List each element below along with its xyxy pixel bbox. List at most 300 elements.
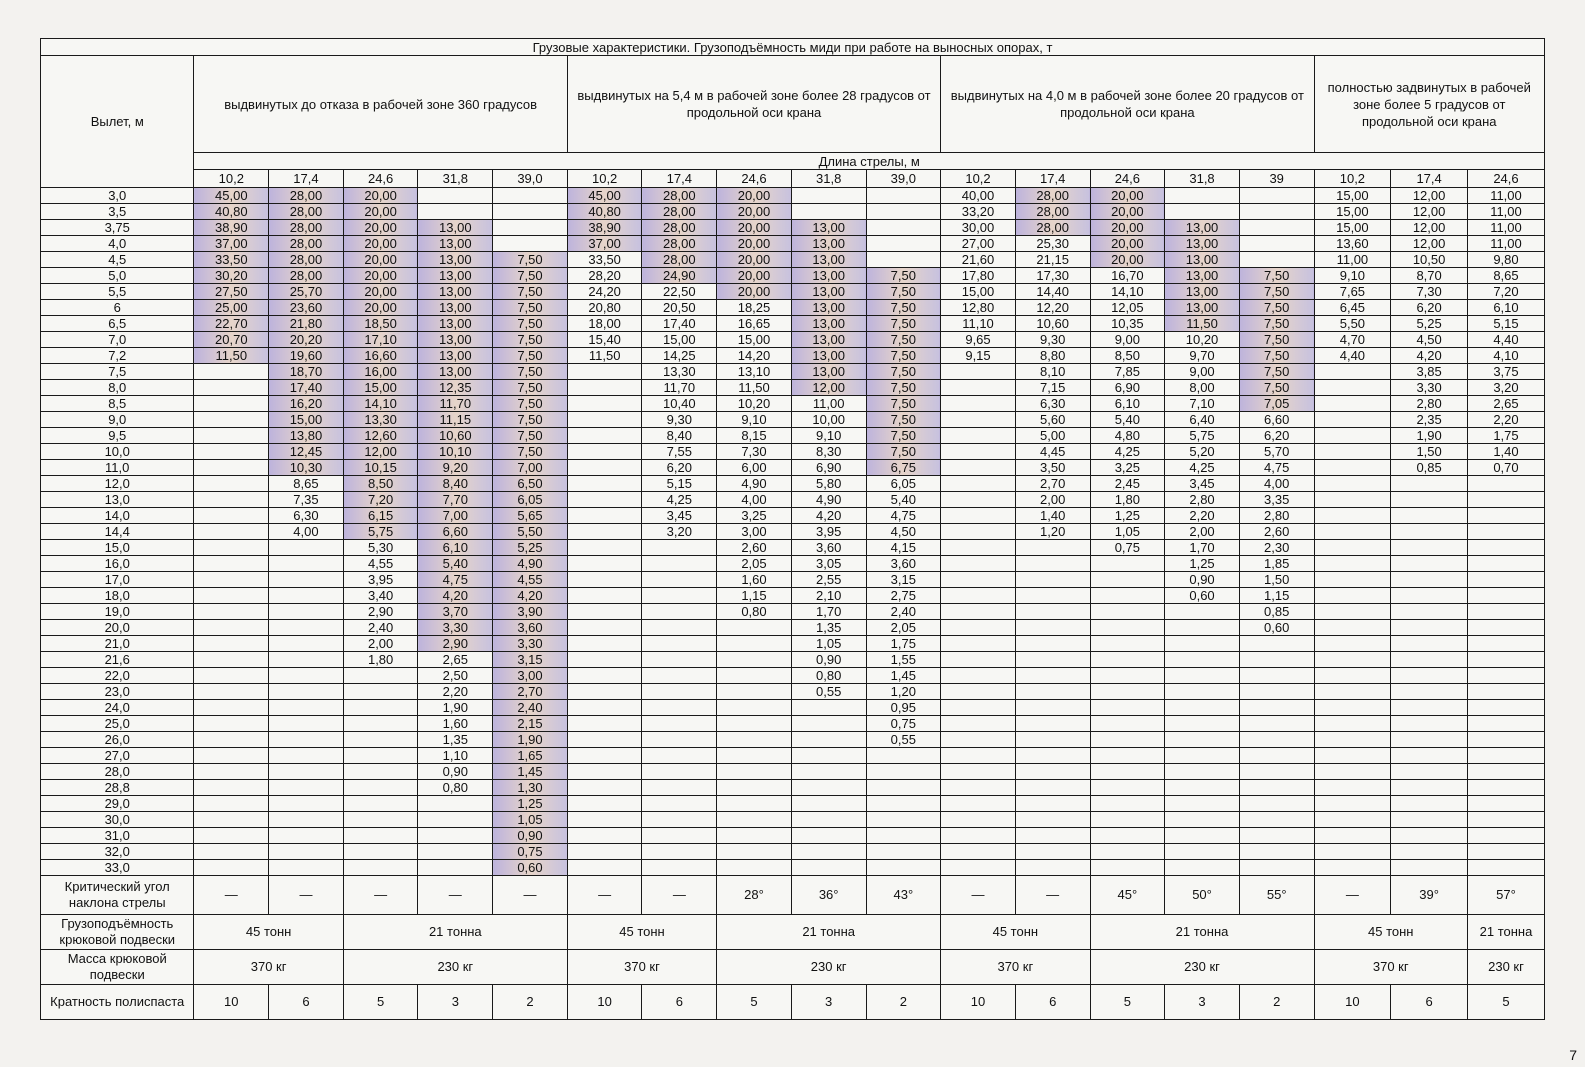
hook-capacity-cell: 21 тонна — [1467, 915, 1544, 950]
capacity-cell — [1015, 860, 1090, 876]
capacity-cell — [866, 204, 941, 220]
boom-length-cell: 39,0 — [493, 170, 568, 188]
capacity-cell: 3,70 — [418, 604, 493, 620]
capacity-cell — [1314, 524, 1391, 540]
table-row — [41, 732, 1545, 748]
capacity-cell: 3,60 — [866, 556, 941, 572]
capacity-cell — [1090, 636, 1165, 652]
capacity-cell: 10,20 — [717, 396, 792, 412]
capacity-cell: 15,00 — [1314, 204, 1391, 220]
capacity-cell — [642, 764, 717, 780]
capacity-cell — [1015, 844, 1090, 860]
critical-angle-cell: — — [194, 876, 269, 915]
capacity-cell: 28,00 — [1015, 220, 1090, 236]
capacity-cell: 13,00 — [1165, 236, 1240, 252]
table-row — [41, 300, 1545, 316]
capacity-cell: 11,00 — [1314, 252, 1391, 268]
capacity-cell: 7,50 — [1239, 284, 1314, 300]
capacity-cell: 7,50 — [1239, 268, 1314, 284]
capacity-cell — [1015, 540, 1090, 556]
capacity-cell: 8,15 — [717, 428, 792, 444]
capacity-cell — [1314, 508, 1391, 524]
capacity-cell — [941, 716, 1016, 732]
capacity-cell — [642, 572, 717, 588]
capacity-cell — [1090, 732, 1165, 748]
reach-cell: 3,75 — [41, 220, 194, 236]
capacity-cell — [194, 732, 269, 748]
capacity-cell: 4,20 — [418, 588, 493, 604]
capacity-cell — [791, 796, 866, 812]
capacity-cell: 28,00 — [269, 252, 344, 268]
capacity-cell — [941, 620, 1016, 636]
capacity-cell: 9,65 — [941, 332, 1016, 348]
capacity-cell: 28,00 — [269, 204, 344, 220]
capacity-cell: 7,50 — [866, 396, 941, 412]
capacity-cell — [567, 524, 642, 540]
capacity-cell: 1,75 — [1467, 428, 1544, 444]
capacity-cell — [717, 796, 792, 812]
reach-cell: 6 — [41, 300, 194, 316]
hook-capacity-label: Грузоподъёмность крюковой подвески — [41, 915, 194, 950]
capacity-cell: 10,35 — [1090, 316, 1165, 332]
capacity-cell: 5,00 — [1015, 428, 1090, 444]
capacity-cell: 17,40 — [642, 316, 717, 332]
capacity-cell — [194, 668, 269, 684]
reach-cell: 31,0 — [41, 828, 194, 844]
capacity-cell — [1391, 540, 1468, 556]
table-row — [41, 716, 1545, 732]
capacity-cell: 6,90 — [791, 460, 866, 476]
capacity-cell — [194, 572, 269, 588]
capacity-cell — [567, 860, 642, 876]
capacity-cell: 20,00 — [717, 204, 792, 220]
table-row — [41, 476, 1545, 492]
capacity-cell — [791, 860, 866, 876]
capacity-cell: 1,65 — [493, 748, 568, 764]
capacity-cell — [567, 460, 642, 476]
capacity-cell: 5,15 — [642, 476, 717, 492]
capacity-cell: 33,20 — [941, 204, 1016, 220]
capacity-cell — [567, 620, 642, 636]
capacity-cell: 17,30 — [1015, 268, 1090, 284]
capacity-cell — [269, 716, 344, 732]
capacity-cell — [1467, 492, 1544, 508]
capacity-cell — [1015, 620, 1090, 636]
group-header-retracted: полностью задвинутых в рабочей зоне более 5 градусов от продольной оси крана — [1314, 56, 1544, 153]
hook-mass-row — [41, 950, 1545, 985]
capacity-cell — [1015, 748, 1090, 764]
critical-angle-cell: 45° — [1090, 876, 1165, 915]
capacity-cell: 7,50 — [493, 316, 568, 332]
capacity-cell: 7,50 — [493, 268, 568, 284]
capacity-cell — [194, 604, 269, 620]
capacity-cell: 3,50 — [1015, 460, 1090, 476]
hook-mass-cell: 370 кг — [941, 950, 1090, 985]
table-row — [41, 780, 1545, 796]
capacity-cell: 13,00 — [1165, 252, 1240, 268]
capacity-cell: 8,50 — [343, 476, 418, 492]
capacity-cell: 10,30 — [269, 460, 344, 476]
reeving-ratio-cell: 5 — [1090, 985, 1165, 1020]
capacity-cell: 4,50 — [866, 524, 941, 540]
capacity-cell — [194, 652, 269, 668]
capacity-cell — [642, 844, 717, 860]
capacity-cell: 16,00 — [343, 364, 418, 380]
capacity-cell — [717, 732, 792, 748]
critical-angle-cell: — — [269, 876, 344, 915]
capacity-cell: 13,30 — [642, 364, 717, 380]
capacity-cell — [941, 588, 1016, 604]
capacity-cell: 9,10 — [717, 412, 792, 428]
capacity-cell — [1239, 716, 1314, 732]
capacity-cell — [343, 684, 418, 700]
capacity-cell — [1015, 668, 1090, 684]
capacity-cell — [642, 780, 717, 796]
capacity-cell: 10,10 — [418, 444, 493, 460]
capacity-cell: 12,00 — [791, 380, 866, 396]
capacity-cell — [941, 412, 1016, 428]
capacity-cell — [567, 396, 642, 412]
capacity-cell: 7,65 — [1314, 284, 1391, 300]
capacity-cell — [1314, 828, 1391, 844]
capacity-cell — [941, 572, 1016, 588]
capacity-cell — [791, 748, 866, 764]
capacity-cell — [269, 860, 344, 876]
capacity-cell: 20,20 — [269, 332, 344, 348]
capacity-cell — [567, 540, 642, 556]
capacity-cell — [1090, 620, 1165, 636]
reach-cell: 23,0 — [41, 684, 194, 700]
capacity-cell — [717, 684, 792, 700]
hook-capacity-cell: 45 тонн — [941, 915, 1090, 950]
capacity-cell — [269, 620, 344, 636]
capacity-cell — [567, 668, 642, 684]
critical-angle-cell: — — [418, 876, 493, 915]
capacity-cell — [1314, 396, 1391, 412]
capacity-cell: 12,80 — [941, 300, 1016, 316]
capacity-cell: 7,50 — [866, 300, 941, 316]
capacity-cell: 3,75 — [1467, 364, 1544, 380]
boom-length-cell: 10,2 — [1314, 170, 1391, 188]
capacity-cell — [1391, 732, 1468, 748]
capacity-cell — [1090, 572, 1165, 588]
capacity-cell: 7,50 — [493, 428, 568, 444]
capacity-cell: 11,00 — [1467, 220, 1544, 236]
capacity-cell: 4,55 — [493, 572, 568, 588]
capacity-cell — [567, 572, 642, 588]
capacity-cell: 2,35 — [1391, 412, 1468, 428]
capacity-cell — [1467, 684, 1544, 700]
capacity-cell: 3,95 — [343, 572, 418, 588]
capacity-cell: 0,80 — [717, 604, 792, 620]
critical-angle-cell: — — [1015, 876, 1090, 915]
capacity-cell — [1314, 732, 1391, 748]
capacity-cell — [1314, 604, 1391, 620]
capacity-cell — [269, 604, 344, 620]
capacity-cell: 4,55 — [343, 556, 418, 572]
capacity-cell — [642, 556, 717, 572]
capacity-cell: 28,00 — [269, 188, 344, 204]
table-row — [41, 636, 1545, 652]
capacity-cell: 13,00 — [418, 316, 493, 332]
capacity-cell — [1165, 716, 1240, 732]
reeving-ratio-cell: 3 — [418, 985, 493, 1020]
capacity-cell: 0,95 — [866, 700, 941, 716]
reach-cell: 3,0 — [41, 188, 194, 204]
capacity-cell: 20,00 — [1090, 236, 1165, 252]
capacity-cell — [717, 620, 792, 636]
reeving-ratio-cell: 10 — [567, 985, 642, 1020]
capacity-cell — [866, 764, 941, 780]
capacity-cell — [1165, 732, 1240, 748]
capacity-cell: 9,00 — [1090, 332, 1165, 348]
capacity-cell: 28,00 — [642, 220, 717, 236]
capacity-cell — [866, 220, 941, 236]
reach-cell: 7,2 — [41, 348, 194, 364]
capacity-cell — [1391, 620, 1468, 636]
table-row — [41, 604, 1545, 620]
capacity-cell: 7,30 — [717, 444, 792, 460]
capacity-cell — [941, 860, 1016, 876]
capacity-cell: 9,70 — [1165, 348, 1240, 364]
capacity-cell — [642, 812, 717, 828]
capacity-cell: 7,20 — [343, 492, 418, 508]
capacity-cell — [1090, 716, 1165, 732]
capacity-cell: 4,00 — [1239, 476, 1314, 492]
capacity-cell — [1165, 764, 1240, 780]
capacity-cell: 30,20 — [194, 268, 269, 284]
capacity-cell: 3,30 — [493, 636, 568, 652]
capacity-cell — [941, 460, 1016, 476]
hook-mass-cell: 230 кг — [1467, 950, 1544, 985]
capacity-cell: 8,00 — [1165, 380, 1240, 396]
capacity-cell: 4,20 — [493, 588, 568, 604]
capacity-cell: 5,65 — [493, 508, 568, 524]
capacity-cell: 15,00 — [269, 412, 344, 428]
capacity-cell: 2,20 — [1165, 508, 1240, 524]
capacity-cell: 10,40 — [642, 396, 717, 412]
capacity-cell — [1165, 796, 1240, 812]
capacity-cell: 10,15 — [343, 460, 418, 476]
capacity-cell: 4,40 — [1314, 348, 1391, 364]
capacity-cell — [194, 396, 269, 412]
capacity-cell — [791, 780, 866, 796]
critical-angle-cell: 28° — [717, 876, 792, 915]
capacity-cell: 1,05 — [791, 636, 866, 652]
hook-capacity-cell: 45 тонн — [194, 915, 343, 950]
table-row — [41, 316, 1545, 332]
capacity-cell — [1467, 556, 1544, 572]
capacity-cell: 15,00 — [642, 332, 717, 348]
group-header-5-4m: выдвинутых на 5,4 м в рабочей зоне более 28 градусов от продольной оси крана — [567, 56, 940, 153]
capacity-cell: 7,55 — [642, 444, 717, 460]
capacity-cell: 10,60 — [1015, 316, 1090, 332]
reach-cell: 14,4 — [41, 524, 194, 540]
capacity-cell — [941, 828, 1016, 844]
capacity-cell — [1314, 716, 1391, 732]
capacity-cell: 7,50 — [866, 316, 941, 332]
capacity-cell: 24,90 — [642, 268, 717, 284]
capacity-cell — [642, 700, 717, 716]
capacity-cell: 1,20 — [866, 684, 941, 700]
capacity-cell: 6,50 — [493, 476, 568, 492]
capacity-cell — [1467, 572, 1544, 588]
capacity-cell: 4,90 — [493, 556, 568, 572]
capacity-cell: 3,85 — [1391, 364, 1468, 380]
capacity-cell: 20,00 — [717, 252, 792, 268]
capacity-cell: 20,50 — [642, 300, 717, 316]
capacity-cell: 3,20 — [642, 524, 717, 540]
capacity-cell: 37,00 — [567, 236, 642, 252]
capacity-cell — [866, 188, 941, 204]
capacity-cell — [194, 780, 269, 796]
capacity-cell: 10,00 — [791, 412, 866, 428]
reach-cell: 14,0 — [41, 508, 194, 524]
capacity-cell — [941, 780, 1016, 796]
capacity-cell — [642, 668, 717, 684]
capacity-cell: 17,10 — [343, 332, 418, 348]
capacity-cell: 7,50 — [493, 364, 568, 380]
capacity-cell — [1391, 748, 1468, 764]
capacity-cell — [194, 796, 269, 812]
capacity-cell: 45,00 — [567, 188, 642, 204]
reach-cell: 33,0 — [41, 860, 194, 876]
capacity-cell — [493, 188, 568, 204]
capacity-cell — [1239, 844, 1314, 860]
critical-angle-label: Критический угол наклона стрелы — [41, 876, 194, 915]
capacity-cell: 28,00 — [1015, 188, 1090, 204]
reach-cell: 13,0 — [41, 492, 194, 508]
capacity-cell: 3,95 — [791, 524, 866, 540]
capacity-cell — [1314, 748, 1391, 764]
capacity-cell: 5,15 — [1467, 316, 1544, 332]
capacity-cell: 14,10 — [1090, 284, 1165, 300]
capacity-cell — [567, 428, 642, 444]
capacity-cell — [567, 652, 642, 668]
capacity-cell — [642, 732, 717, 748]
capacity-cell — [1015, 780, 1090, 796]
capacity-cell: 9,80 — [1467, 252, 1544, 268]
capacity-cell — [194, 716, 269, 732]
capacity-cell: 20,00 — [343, 268, 418, 284]
capacity-cell — [1015, 636, 1090, 652]
table-row — [41, 460, 1545, 476]
reach-cell: 8,0 — [41, 380, 194, 396]
capacity-cell: 5,40 — [1090, 412, 1165, 428]
reach-cell: 20,0 — [41, 620, 194, 636]
hook-capacity-cell: 21 тонна — [1090, 915, 1314, 950]
capacity-cell — [1015, 828, 1090, 844]
capacity-cell — [567, 684, 642, 700]
capacity-cell — [1239, 668, 1314, 684]
capacity-cell: 7,00 — [493, 460, 568, 476]
capacity-cell: 28,00 — [1015, 204, 1090, 220]
capacity-cell — [1314, 412, 1391, 428]
capacity-cell — [1090, 652, 1165, 668]
table-row — [41, 620, 1545, 636]
critical-angle-cell: — — [941, 876, 1016, 915]
capacity-cell: 1,85 — [1239, 556, 1314, 572]
capacity-cell — [1015, 572, 1090, 588]
capacity-cell — [567, 380, 642, 396]
capacity-cell — [1314, 860, 1391, 876]
capacity-cell: 0,85 — [1239, 604, 1314, 620]
capacity-cell: 3,20 — [1467, 380, 1544, 396]
capacity-cell — [1391, 476, 1468, 492]
capacity-cell — [1165, 620, 1240, 636]
capacity-cell: 7,70 — [418, 492, 493, 508]
reach-header: Вылет, м — [41, 56, 194, 188]
capacity-cell: 3,30 — [418, 620, 493, 636]
capacity-cell — [1467, 764, 1544, 780]
boom-length-cell: 10,2 — [194, 170, 269, 188]
reeving-ratio-cell: 10 — [941, 985, 1016, 1020]
capacity-cell: 2,80 — [1165, 492, 1240, 508]
capacity-cell — [269, 748, 344, 764]
capacity-cell: 13,00 — [418, 268, 493, 284]
capacity-cell: 6,90 — [1090, 380, 1165, 396]
capacity-cell: 3,15 — [493, 652, 568, 668]
capacity-cell: 11,70 — [642, 380, 717, 396]
capacity-cell: 4,20 — [1391, 348, 1468, 364]
capacity-cell: 13,00 — [1165, 268, 1240, 284]
capacity-cell: 13,00 — [791, 316, 866, 332]
capacity-cell — [1090, 860, 1165, 876]
capacity-cell: 13,60 — [1314, 236, 1391, 252]
capacity-cell: 3,35 — [1239, 492, 1314, 508]
capacity-cell — [567, 412, 642, 428]
capacity-cell: 0,55 — [791, 684, 866, 700]
capacity-cell: 4,80 — [1090, 428, 1165, 444]
capacity-cell — [642, 684, 717, 700]
capacity-cell: 12,00 — [1391, 188, 1468, 204]
capacity-cell: 7,50 — [493, 252, 568, 268]
capacity-cell: 2,90 — [343, 604, 418, 620]
table-row — [41, 428, 1545, 444]
capacity-cell: 19,60 — [269, 348, 344, 364]
capacity-cell: 13,00 — [418, 364, 493, 380]
critical-angle-cell: 43° — [866, 876, 941, 915]
capacity-cell: 2,40 — [866, 604, 941, 620]
reach-cell: 24,0 — [41, 700, 194, 716]
hook-mass-cell: 230 кг — [717, 950, 941, 985]
reach-cell: 21,6 — [41, 652, 194, 668]
reeving-ratio-label: Кратность полиспаста — [41, 985, 194, 1020]
table-row — [41, 652, 1545, 668]
capacity-cell — [1165, 812, 1240, 828]
capacity-cell: 7,50 — [493, 380, 568, 396]
capacity-cell: 1,25 — [1165, 556, 1240, 572]
capacity-cell: 1,05 — [1090, 524, 1165, 540]
boom-length-cell: 39 — [1239, 170, 1314, 188]
capacity-cell — [1467, 636, 1544, 652]
capacity-cell: 20,00 — [343, 188, 418, 204]
capacity-cell — [1090, 780, 1165, 796]
reach-cell: 30,0 — [41, 812, 194, 828]
capacity-cell: 7,50 — [866, 348, 941, 364]
capacity-cell — [1391, 508, 1468, 524]
capacity-cell: 2,75 — [866, 588, 941, 604]
capacity-cell — [1391, 764, 1468, 780]
capacity-cell: 0,90 — [418, 764, 493, 780]
capacity-cell — [343, 844, 418, 860]
capacity-cell — [1239, 828, 1314, 844]
capacity-cell: 17,80 — [941, 268, 1016, 284]
capacity-cell: 2,00 — [343, 636, 418, 652]
capacity-cell: 28,00 — [642, 204, 717, 220]
critical-angle-cell: — — [642, 876, 717, 915]
capacity-cell: 28,00 — [642, 188, 717, 204]
